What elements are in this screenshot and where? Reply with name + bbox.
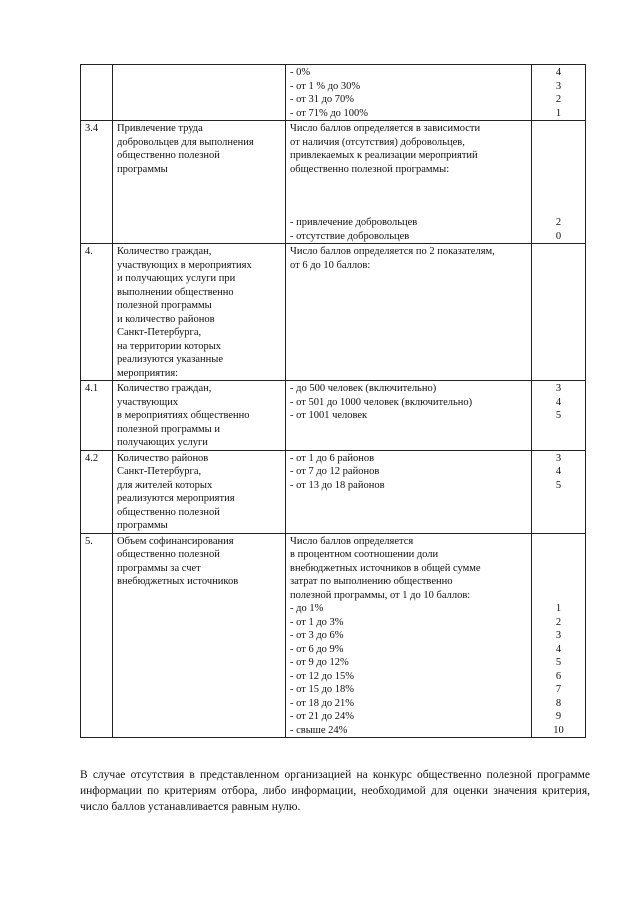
scoring-criteria-table [80,64,586,738]
spacer [536,589,581,603]
text-line: 1 [555,107,562,119]
spacer [290,176,527,216]
text-line: мероприятия: [117,367,179,379]
spacer [536,176,581,216]
points-cell [532,121,586,244]
text-line: 4 [555,643,562,655]
text-line: Количество районов [117,452,209,464]
text-line: общественно полезной [117,150,220,161]
text-line: - от 1 % до 30% [290,80,361,92]
footnote-paragraph: В случае отсутствия в представленном организацией на конкурс общественно полезной программе информации по критериям отбора, либо информации, необходимой для оценки значения критерия, число баллов устанавливается равным нулю. [80,768,590,813]
text-line: - до 500 человек (включительно) [290,383,437,394]
text-line: и получающих услуги при [117,273,236,284]
item-number-cell: 4.2 [81,450,113,533]
text-line: получающих услуги [117,437,208,448]
text-line: - свыше 24% [290,724,348,736]
text-line: 8 [555,697,562,709]
text-line: программы [117,163,168,175]
text-line: от наличия (отсутствия) добровольцев, [290,136,465,148]
text-line: выполнении общественно [117,286,234,298]
text-line: 5 [555,410,562,421]
item-number-cell: 4.1 [81,381,113,451]
text-line: - от 71% до 100% [290,107,369,119]
text-line: участвующих в мероприятиях [117,259,252,271]
spacer [536,136,581,150]
text-line: 5 [555,479,562,491]
text-line: 9 [555,711,562,722]
text-line: 4 [555,396,562,408]
text-line: 2 [555,94,562,105]
scoring-description-cell [286,381,532,451]
table-row [81,450,586,533]
points-cell [532,65,586,121]
text-line: реализуются мероприятия [117,493,235,504]
text-line: 2 [555,616,562,628]
text-line: 2 [555,217,562,228]
text-line: Число баллов определяется по 2 показателям, [290,246,495,257]
text-line: добровольцев для выполнения [117,136,254,148]
table-row [81,244,586,381]
scoring-description-cell [286,533,532,738]
text-line: - от 18 до 21% [290,697,355,709]
text-line: - от 21 до 24% [290,711,355,722]
text-line: - от 12 до 15% [290,670,355,682]
points-cell [532,381,586,451]
points-cell [532,450,586,533]
table-row [81,533,586,738]
table-row [81,381,586,451]
text-line: общественно полезной [117,549,220,560]
text-line: - от 3 до 6% [290,630,344,641]
text-line: полезной программы, от 1 до 10 баллов: [290,589,471,601]
criterion-cell [113,121,286,244]
text-line: 3 [555,80,562,92]
text-line: внебюджетных источников [117,576,239,587]
criterion-cell [113,450,286,533]
criterion-cell [113,244,286,381]
text-line: - привлечение добровольцев [290,217,418,228]
text-line: - от 15 до 18% [290,684,355,695]
text-line: внебюджетных источников в общей сумме [290,562,481,574]
text-line: полезной программы и [117,423,220,435]
text-line: Число баллов определяется [290,535,414,547]
text-line: 4 [555,67,562,78]
text-line: программы за счет [117,562,201,574]
scoring-description-cell [286,65,532,121]
table-row [81,65,586,121]
text-line: Количество граждан, [117,246,212,257]
text-line: Санкт-Петербурга, [117,327,202,338]
text-line: 4 [555,466,562,477]
spacer [536,122,581,136]
text-line: реализуются указанные [117,354,223,365]
text-line: в мероприятиях общественно [117,410,250,421]
text-line: Привлечение труда [117,123,203,134]
item-number-cell: 5. [81,533,113,738]
text-line: 3 [555,630,562,641]
text-line: 6 [555,670,562,682]
item-number-cell: 3.4 [81,121,113,244]
text-line: - от 9 до 12% [290,657,349,668]
item-number-cell [81,65,113,121]
text-line: 10 [553,724,564,736]
text-line: программы [117,520,168,531]
text-line: - от 7 до 12 районов [290,466,380,477]
text-line: 7 [555,684,562,695]
text-line: - до 1% [290,603,324,614]
text-line: 1 [555,603,562,614]
scoring-description-cell [286,121,532,244]
text-line: - от 6 до 9% [290,643,344,655]
text-line: - от 1 до 3% [290,616,344,628]
text-line: 3 [555,383,562,394]
spacer [536,575,581,589]
text-line: 5 [555,657,562,668]
points-cell [532,533,586,738]
text-line: - от 1 до 6 районов [290,452,375,464]
text-line: - отсутствие добровольцев [290,230,410,242]
text-line: 3 [555,452,562,464]
criterion-cell [113,533,286,738]
text-line: - от 1001 человек [290,410,368,421]
spacer [536,163,581,177]
text-line: - от 501 до 1000 человек (включительно) [290,396,473,408]
text-line: Объем софинансирования [117,535,234,547]
text-line: затрат по выполнению общественно [290,576,453,587]
text-line: 0 [555,230,562,242]
points-cell [532,244,586,381]
table-body [81,65,586,738]
text-line: привлекаемых к реализации мероприятий [290,150,478,161]
text-line: - от 31 до 70% [290,94,355,105]
item-number-cell: 4. [81,244,113,381]
text-line: Количество граждан, [117,383,212,394]
text-line: Санкт-Петербурга, [117,466,202,477]
spacer [536,535,581,549]
text-line: общественно полезной программы: [290,163,450,175]
spacer [536,562,581,576]
text-line: полезной программы [117,300,212,311]
text-line: общественно полезной [117,506,220,518]
text-line: в процентном соотношении доли [290,549,439,560]
text-line: для жителей которых [117,479,213,491]
text-line: от 6 до 10 баллов: [290,259,371,271]
text-line: Число баллов определяется в зависимости [290,123,481,134]
spacer [536,149,581,163]
scoring-description-cell [286,450,532,533]
text-line: участвующих [117,396,179,408]
table-row [81,121,586,244]
text-line: - 0% [290,67,311,78]
text-line: и количество районов [117,313,215,325]
criterion-cell [113,65,286,121]
text-line: на территории которых [117,340,222,352]
criterion-cell [113,381,286,451]
scoring-description-cell [286,244,532,381]
spacer [536,548,581,562]
text-line: - от 13 до 18 районов [290,479,385,491]
